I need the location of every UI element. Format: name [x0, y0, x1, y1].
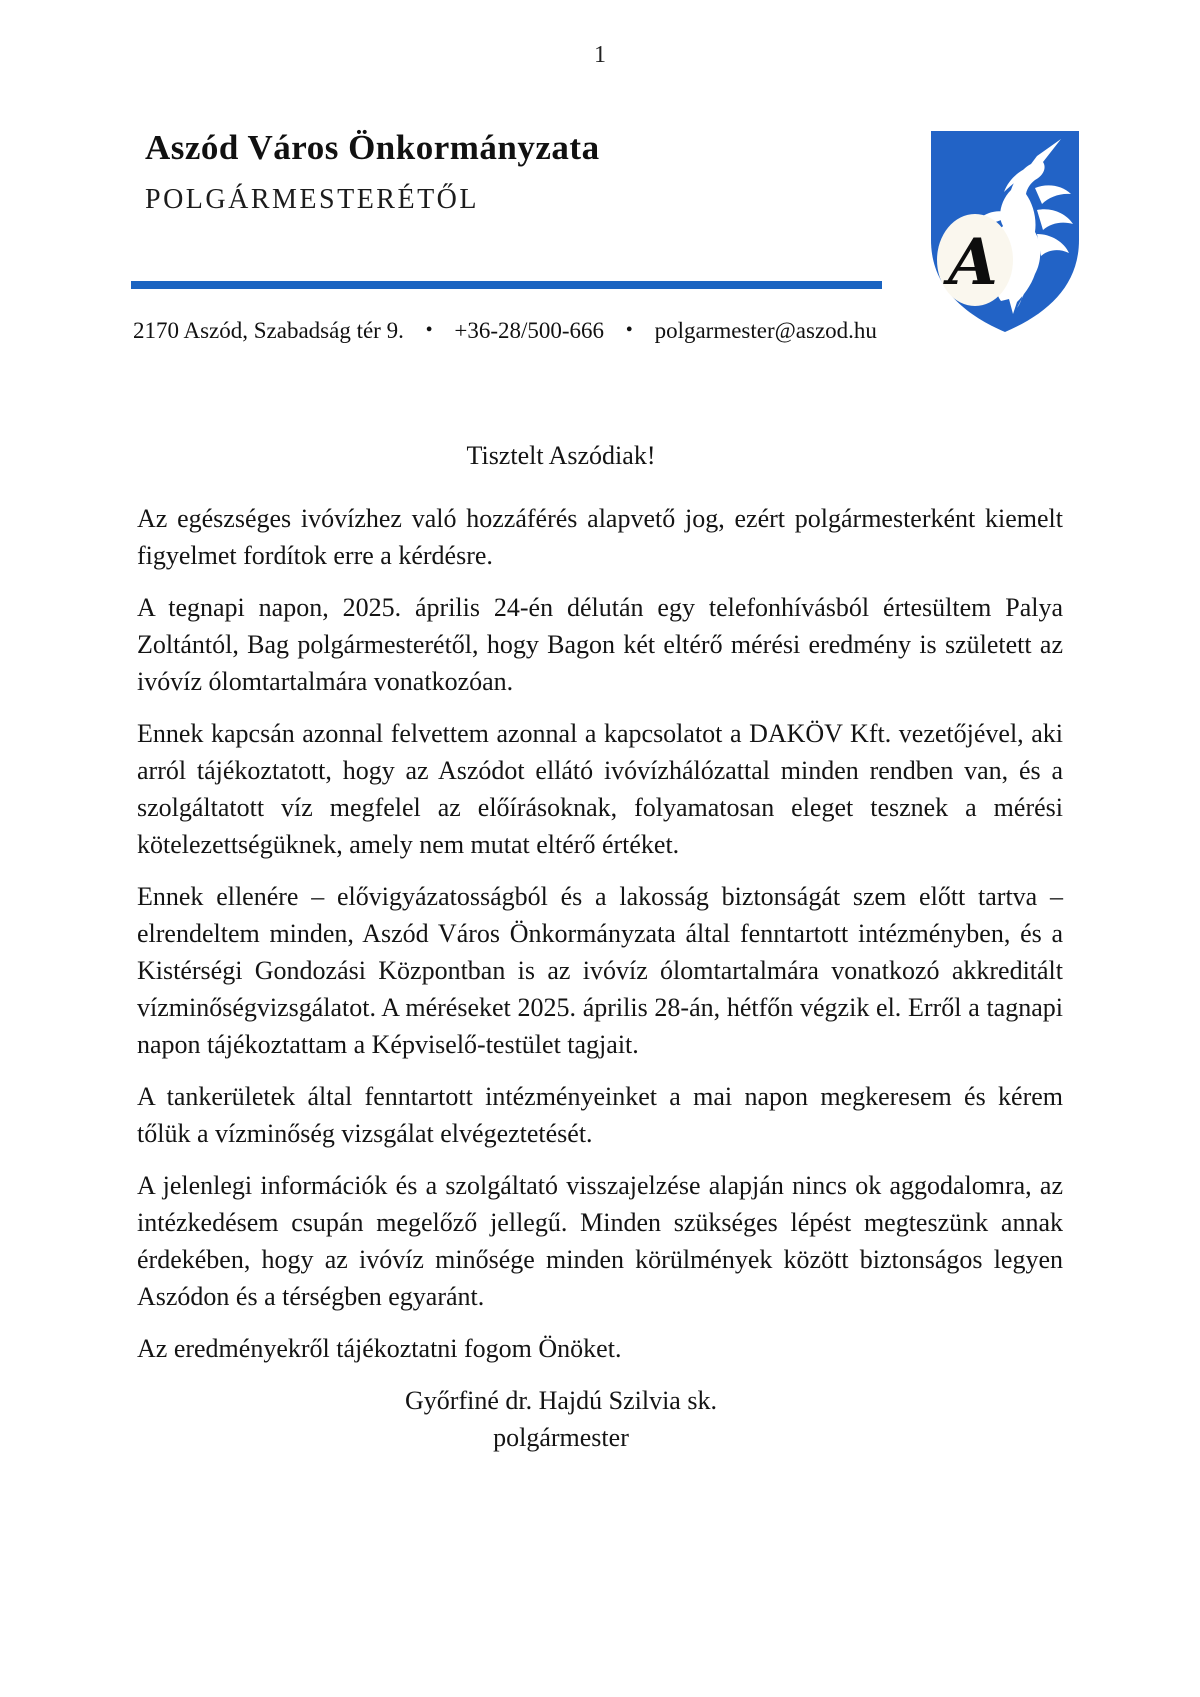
- letterhead: [145, 128, 905, 216]
- letter-body: [137, 437, 1063, 1456]
- contact-line: [133, 318, 893, 344]
- coat-of-arms-svg: [925, 128, 1085, 335]
- bullet-separator-icon: •: [425, 319, 433, 341]
- signer-name: Győrfiné dr. Hajdú Szilvia sk.: [405, 1386, 717, 1415]
- aszod-coat-of-arms-icon: [925, 128, 1085, 335]
- letter-paragraph: A jelenlegi információk és a szolgáltató visszajelzése alapján nincs ok aggodalomra, az intézkedésem csupán megelőző jellegű. Minden szükséges lépést megteszünk annak érdekében, hogy az ivóvíz minősége minden körülmények között biztonságos legyen Aszódon és a térségben egyaránt.: [137, 1171, 1063, 1311]
- email-address: polgarmester@aszod.hu: [654, 318, 877, 343]
- office-name: POLGÁRMESTERÉTŐL: [145, 184, 479, 215]
- monogram-letter: A: [948, 225, 998, 300]
- postal-address: 2170 Aszód, Szabadság tér 9.: [133, 318, 404, 343]
- letter-paragraphs: [137, 500, 1063, 1367]
- letter-paragraph: Az eredményekről tájékoztatni fogom Önöket.: [137, 1334, 622, 1363]
- page-number: 1: [594, 42, 606, 68]
- letter-paragraph: Ennek ellenére – elővigyázatosságból és a lakosság biztonságát szem előtt tartva – elrendeltem minden, Aszód Város Önkormányzata által fenntartott intézményben, és a Kistérségi Gondozási Központban is az ivóvíz ólomtartalmára vonatkozó akkreditált vízminőségvizsgálatot. A méréseket 2025. április 28-án, hétfőn végzik el. Erről a tagnapi napon tájékoztattam a Képviselő-testület tagjait.: [137, 882, 1063, 1059]
- letter-paragraph: A tegnapi napon, 2025. április 24-én délután egy telefonhívásból értesültem Palya Zoltántól, Bag polgármesterétől, hogy Bagon két eltérő mérési eredmény is született az ivóvíz ólomtartalmára vonatkozóan.: [137, 593, 1063, 696]
- signature-block: [137, 1382, 1063, 1456]
- letter-paragraph: A tankerületek által fenntartott intézményeinket a mai napon megkeresem és kérem tőlük a vízminőség vizsgálat elvégeztetését.: [137, 1082, 1063, 1148]
- signer-title: polgármester: [493, 1423, 629, 1452]
- header-divider-rule: [131, 281, 882, 289]
- letter-paragraph: Ennek kapcsán azonnal felvettem azonnal a kapcsolatot a DAKÖV Kft. vezetőjével, aki arról tájékoztatott, hogy az Aszódot ellátó ivóvízhálózattal minden rendben van, és a szolgáltatott víz megfelel az előírásoknak, folyamatosan eleget tesznek a mérési kötelezettségüknek, amely nem mutat eltérő értéket.: [137, 719, 1063, 859]
- letter-paragraph: Az egészséges ivóvízhez való hozzáférés alapvető jog, ezért polgármesterként kiemelt figyelmet fordítok erre a kérdésre.: [137, 504, 1063, 570]
- bullet-separator-icon: •: [625, 319, 633, 341]
- organization-name: Aszód Város Önkormányzata: [145, 128, 600, 167]
- salutation: Tisztelt Aszódiak!: [466, 441, 656, 470]
- phone-number: +36-28/500-666: [454, 318, 605, 343]
